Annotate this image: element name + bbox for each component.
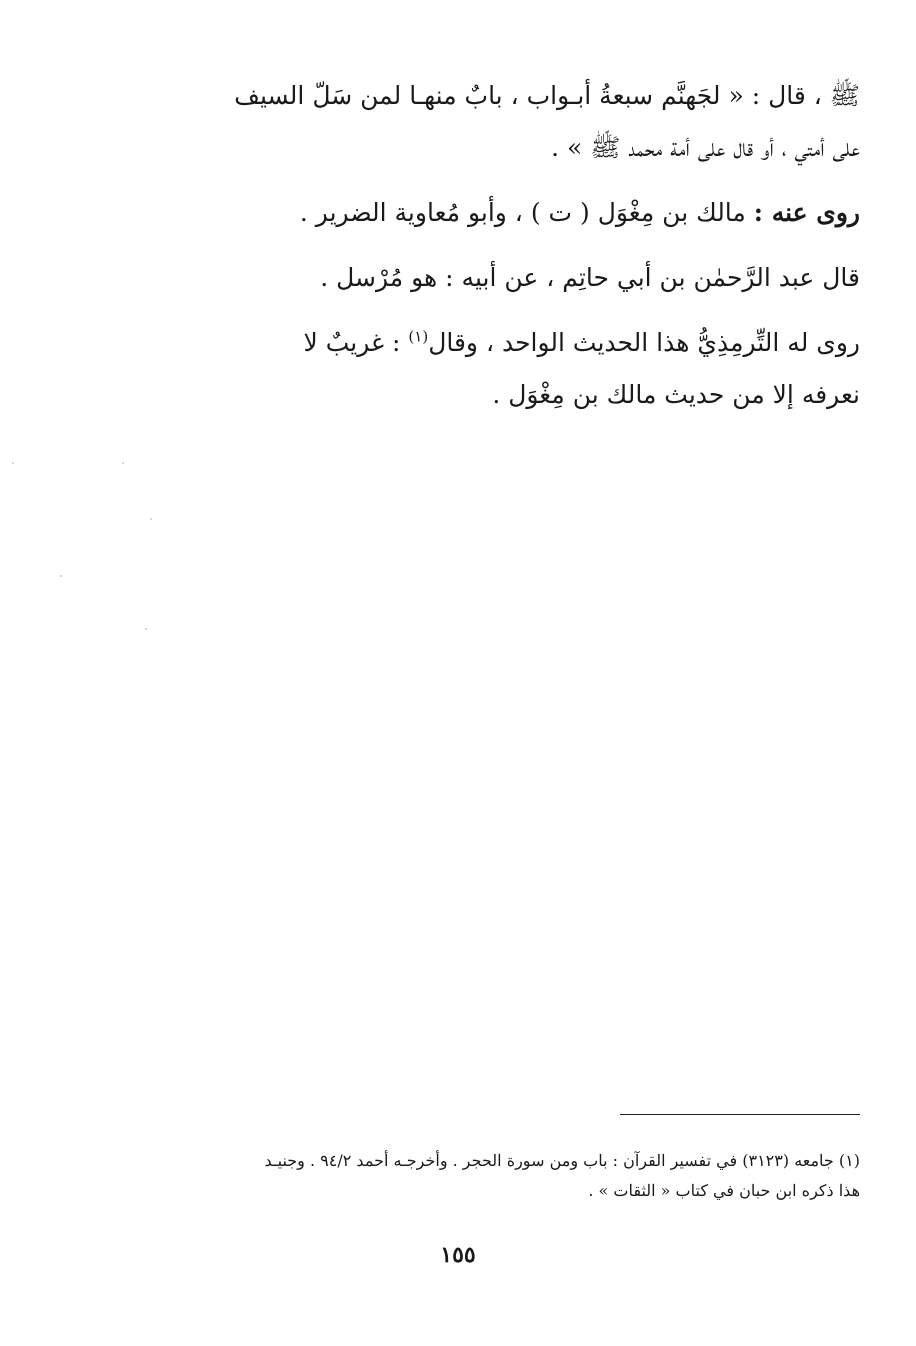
paragraph-abi-hatim	[140, 252, 860, 304]
scan-speck	[122, 462, 124, 464]
footnotes	[140, 1146, 860, 1206]
text-line: نعرفه إلا من حديث مالك بن مِغْوَل .	[492, 380, 860, 409]
scan-speck	[60, 575, 62, 577]
text-line: ﷺ ، قال : « لجَهنَّم سبعةُ أبـواب ، بابٌ منهـا لمن سَلّ السيف	[234, 81, 860, 110]
page-number: ١٥٥	[440, 1242, 476, 1268]
footnote-line: هذا ذكره ابن حبان في كتاب « الثقات » .	[588, 1181, 860, 1200]
narrators-text: مالك بن مِغْوَل ( ت ) ، وأبو مُعاوية الضرير .	[299, 198, 746, 227]
main-text	[140, 70, 860, 421]
text-line: روى له التِّرمِذِيُّ هذا الحديث الواحد ، وقال	[428, 328, 860, 357]
narrators-label: روى عنه :	[753, 198, 860, 227]
text-line: قال عبد الرَّحمٰن بن أبي حاتِم ، عن أبيه : هو مُرْسل .	[320, 263, 860, 292]
paragraph-hadith	[140, 70, 860, 174]
scan-speck	[150, 518, 152, 520]
footnote-ref[interactable]: (١)	[408, 327, 429, 346]
paragraph-tirmidhi	[140, 317, 860, 421]
footnote-divider	[620, 1114, 860, 1115]
text-line: على أمتي ، أو قال على أمة محمد ﷺ » .	[551, 133, 860, 162]
scan-speck	[12, 462, 14, 464]
footnote-line: (١) جامعه (٣١٢٣) في تفسير القرآن : باب ومن سورة الحجر . وأخرجـه أحمد ٩٤/٢ . وجنيـد	[264, 1151, 860, 1170]
paragraph-narrators	[140, 187, 860, 239]
scan-speck	[145, 628, 147, 630]
text-line: : غريبٌ لا	[303, 328, 409, 357]
